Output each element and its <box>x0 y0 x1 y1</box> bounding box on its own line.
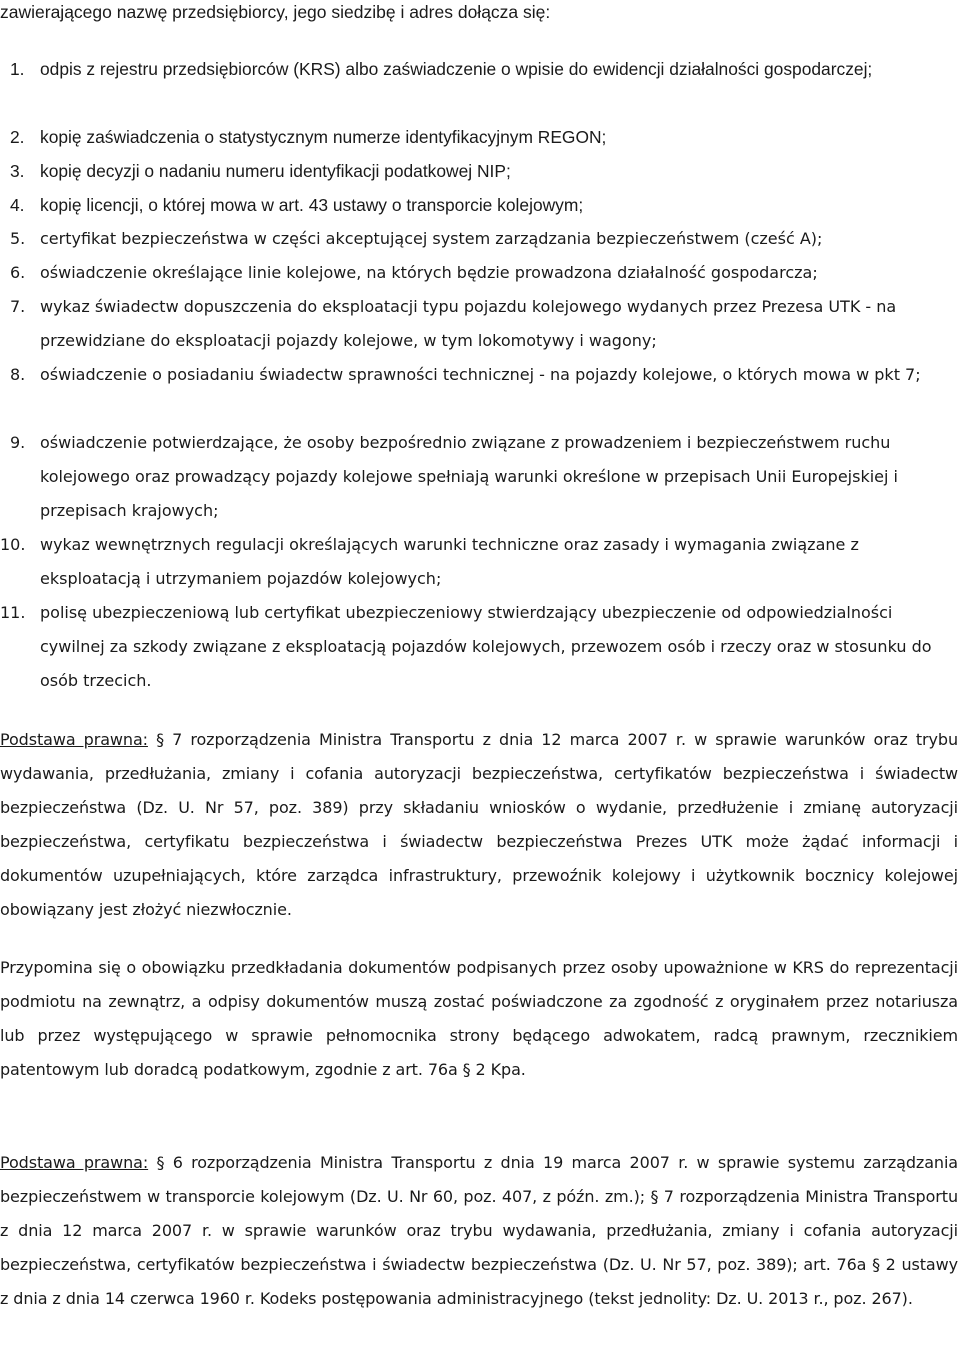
legal-basis-label: Podstawa prawna: <box>0 730 148 749</box>
list-item-text: kopię licencji, o której mowa w art. 43 ustawy o transporcie kolejowym; <box>40 195 584 215</box>
list-item-text: polisę ubezpieczeniową lub certyfikat ubezpieczeniowy stwierdzający ubezpieczenie od odpowiedzialności cywilnej za szkody związane z eksploatacją pojazdów kolejowych, przewozem osób i rzeczy oraz w stosunku do osób trzecich. <box>40 603 932 690</box>
reminder-paragraph: Przypomina się o obowiązku przedkładania dokumentów podpisanych przez osoby upoważnione w KRS do reprezentacji podmiotu na zewnątrz, a odpisy dokumentów muszą zostać poświadczone za zgodność z oryginałem przez notariusza lub przez występującego w sprawie pełnomocnika strony będącego adwokatem, radcą prawnym, rzecznikiem patentowym lub doradcą podatkowym, zgodnie z art. 76a § 2 Kpa. <box>0 958 958 1079</box>
list-item-number: 6. <box>10 263 26 282</box>
legal-basis-paragraph <box>0 723 958 927</box>
list-item-text: kopię zaświadczenia o statystycznym numerze identyfikacyjnym REGON; <box>40 127 607 147</box>
list-item-text: oświadczenie określające linie kolejowe, na których będzie prowadzona działalność gospodarcza; <box>40 263 818 282</box>
list-item-number: 5. <box>10 229 26 248</box>
intro-text: zawierającego nazwę przedsiębiorcy, jego siedzibę i adres dołącza się: <box>0 2 551 22</box>
list-item <box>0 120 960 154</box>
legal-basis-text: § 6 rozporządzenia Ministra Transportu z dnia 19 marca 2007 r. w sprawie systemu zarządzania bezpieczeństwem w transporcie kolejowym (Dz. U. Nr 60, poz. 407, z późn. zm.); § 7 rozporządzenia Ministra Transportu z dnia 12 marca 2007 r. w sprawie warunków oraz trybu wydawania, przedłużania, zmiany i cofania autoryzacji bezpieczeństwa, certyfikatów bezpieczeństwa i świadectw bezpieczeństwa (Dz. U. Nr 57, poz. 389); art. 76a § 2 ustawy z dnia z dnia 14 czerwca 1960 r. Kodeks postępowania administracyjnego (tekst jednolity: Dz. U. 2013 r., poz. 267). <box>0 1153 958 1308</box>
list-item <box>0 596 960 698</box>
list-item-number: 3. <box>10 161 25 181</box>
list-item <box>0 358 960 426</box>
list-item-text: wykaz świadectw dopuszczenia do eksploatacji typu pojazdu kolejowego wydanych przez Prezesa UTK - na przewidziane do eksploatacji pojazdy kolejowe, w tym lokomotywy i wagony; <box>40 297 897 350</box>
list-item <box>0 256 960 290</box>
legal-basis-text: § 7 rozporządzenia Ministra Transportu z dnia 12 marca 2007 r. w sprawie warunków oraz trybu wydawania, przedłużania, zmiany i cofania autoryzacji bezpieczeństwa, certyfikatów bezpieczeństwa i świadectw bezpieczeństwa (Dz. U. Nr 57, poz. 389) przy składaniu wniosków o wydanie, przedłużenie i zmianę autoryzacji bezpieczeństwa, certyfikatu bezpieczeństwa i świadectw bezpieczeństwa Prezes UTK może żądać informacji i dokumentów uzupełniających, które zarządca infrastruktury, przewoźnik kolejowy i użytkownik bocznicy kolejowej obowiązany jest złożyć niezwłocznie. <box>0 730 958 919</box>
list-item-text: oświadczenie o posiadaniu świadectw sprawności technicznej - na pojazdy kolejowe, o których mowa w pkt 7; <box>40 365 921 384</box>
list-item-text: wykaz wewnętrznych regulacji określających warunki techniczne oraz zasady i wymagania związane z eksploatacją i utrzymaniem pojazdów kolejowych; <box>40 535 859 588</box>
list-item <box>0 222 960 256</box>
list-item-number: 10. <box>0 535 26 554</box>
list-item-number: 9. <box>10 433 26 452</box>
list-item <box>0 290 960 358</box>
list-item <box>0 52 960 120</box>
legal-basis-label: Podstawa prawna: <box>0 1153 149 1172</box>
list-item-text: oświadczenie potwierdzające, że osoby bezpośrednio związane z prowadzeniem i bezpieczeństwem ruchu kolejowego oraz prowadzący pojazdy kolejowe spełniają warunki określone w przepisach Unii Europejskiej i przepisach krajowych; <box>40 433 898 520</box>
list-item-text: kopię decyzji o nadaniu numeru identyfikacji podatkowej NIP; <box>40 161 511 181</box>
list-item-number: 11. <box>0 603 26 622</box>
list-item-number: 4. <box>10 195 25 215</box>
list-item-text: odpis z rejestru przedsiębiorców (KRS) albo zaświadczenie o wpisie do ewidencji działalności gospodarczej; <box>40 59 873 79</box>
list-item-number: 1. <box>10 59 25 79</box>
list-item-text: certyfikat bezpieczeństwa w części akceptującej system zarządzania bezpieczeństwem (cześć A); <box>40 229 823 248</box>
list-item <box>0 426 960 528</box>
list-item-number: 8. <box>10 365 26 384</box>
legal-basis-paragraph <box>0 1146 958 1316</box>
list-item-number: 2. <box>10 127 25 147</box>
list-item-number: 7. <box>10 297 26 316</box>
list-item <box>0 154 960 188</box>
list-item <box>0 528 960 596</box>
list-item <box>0 188 960 222</box>
